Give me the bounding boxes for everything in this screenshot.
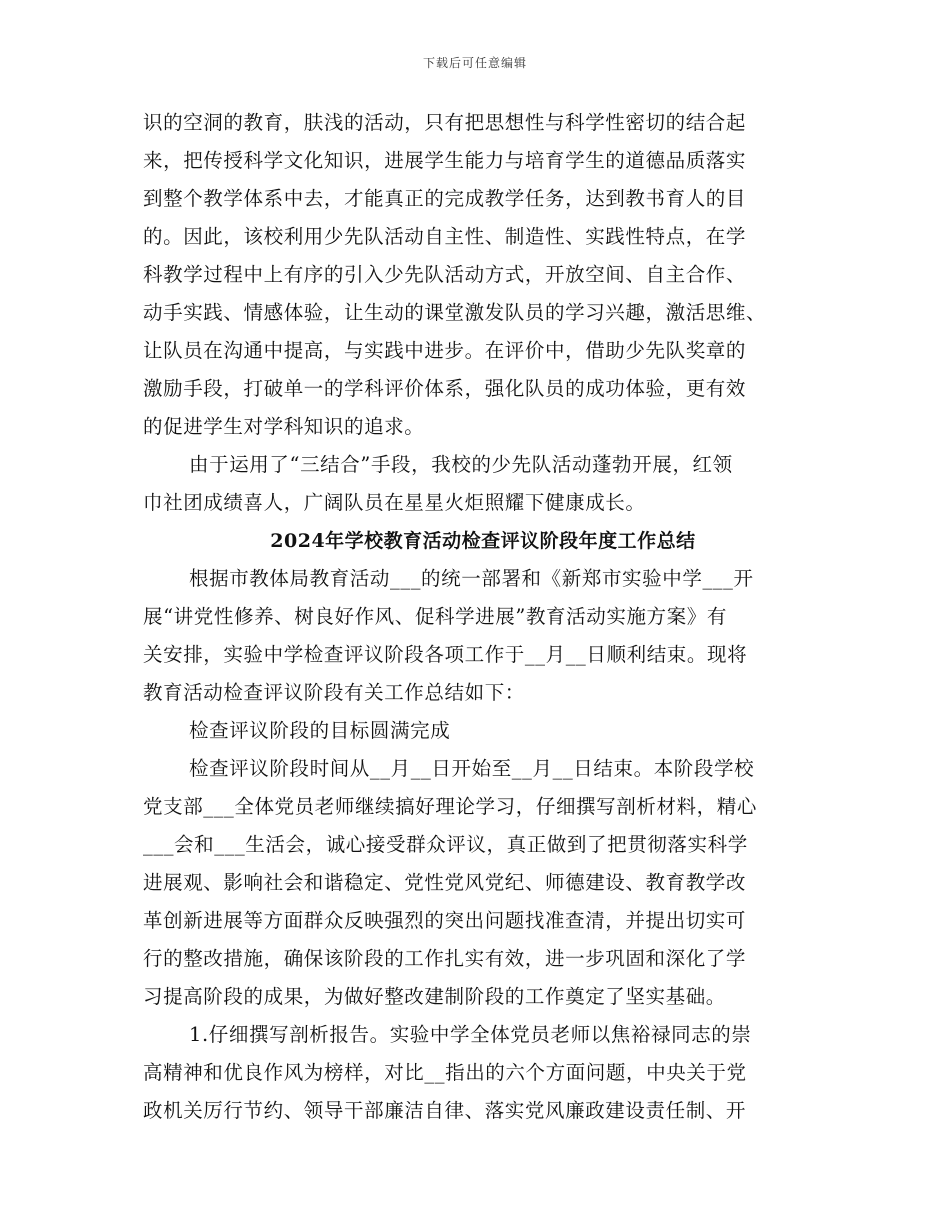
text-line: 让队员在沟通中提高，与实践中进步。在评价中，借助少先队奖章的 <box>143 339 747 362</box>
text-line: 到整个教学体系中去，才能真正的完成教学任务，达到教书育人的目 <box>143 187 747 210</box>
text-line: 教育活动检查评议阶段有关工作总结如下： <box>143 681 525 704</box>
paragraph-start: 根据市教体局教育活动___的统一部署和《新郑市实验中学___开 <box>189 567 754 590</box>
text-line: 动手实践、情感体验，让生动的课堂激发队员的学习兴趣，激活思维、 <box>143 301 767 324</box>
text-line: 习提高阶段的成果，为做好整改建制阶段的工作奠定了坚实基础。 <box>143 985 726 1008</box>
text-line: 高精神和优良作风为榜样，对比__指出的六个方面问题，中央关于党 <box>143 1061 747 1084</box>
paragraph-start: 由于运用了“三结合”手段，我校的少先队活动蓬勃开展，红领 <box>189 453 733 476</box>
text-line: 的促进学生对学科知识的追求。 <box>143 415 425 438</box>
text-line: 展“讲党性修养、树良好作风、促科学进展”教育活动实施方案》有 <box>143 605 727 628</box>
text-line: 革创新进展等方面群众反映强烈的突出问题找准查清，并提出切实可 <box>143 909 747 932</box>
text-line: 行的整改措施，确保该阶段的工作扎实有效，进一步巩固和深化了学 <box>143 947 747 970</box>
text-line: 政机关厉行节约、领导干部廉洁自律、落实党风廉政建设责任制、开 <box>143 1099 747 1122</box>
document-body <box>143 104 823 1130</box>
text-line: 识的空洞的教育，肤浅的活动，只有把思想性与科学性密切的结合起 <box>143 111 747 134</box>
text-line: 巾社团成绩喜人，广阔队员在星星火炬照耀下健康成长。 <box>143 491 646 514</box>
text-line: ___会和___生活会，诚心接受群众评议，真正做到了把贯彻落实科学 <box>143 833 748 856</box>
text-line: 科教学过程中上有序的引入少先队活动方式，开放空间、自主合作、 <box>143 263 747 286</box>
subheading: 检查评议阶段的目标圆满完成 <box>189 719 451 742</box>
paragraph-start: 1.仔细撰写剖析报告。实验中学全体党员老师以焦裕禄同志的崇 <box>189 1023 752 1046</box>
text-line: 来，把传授科学文化知识，进展学生能力与培育学生的道德品质落实 <box>143 149 747 172</box>
text-line: 激励手段，打破单一的学科评价体系，强化队员的成功体验，更有效 <box>143 377 747 400</box>
section-title: 2024年学校教育活动检查评议阶段年度工作总结 <box>270 530 696 552</box>
text-line: 关安排，实验中学检查评议阶段各项工作于__月__日顺利结束。现将 <box>143 643 748 666</box>
paragraph-start: 检查评议阶段时间从__月__日开始至__月__日结束。本阶段学校 <box>189 757 755 780</box>
text-line: 党支部___全体党员老师继续搞好理论学习，仔细撰写剖析材料，精心 <box>143 795 757 818</box>
text-line: 的。因此，该校利用少先队活动自主性、制造性、实践性特点，在学 <box>143 225 747 248</box>
text-line: 进展观、影响社会和谐稳定、党性党风党纪、师德建设、教育教学改 <box>143 871 747 894</box>
page-header: 下载后可任意编辑 <box>422 56 527 70</box>
